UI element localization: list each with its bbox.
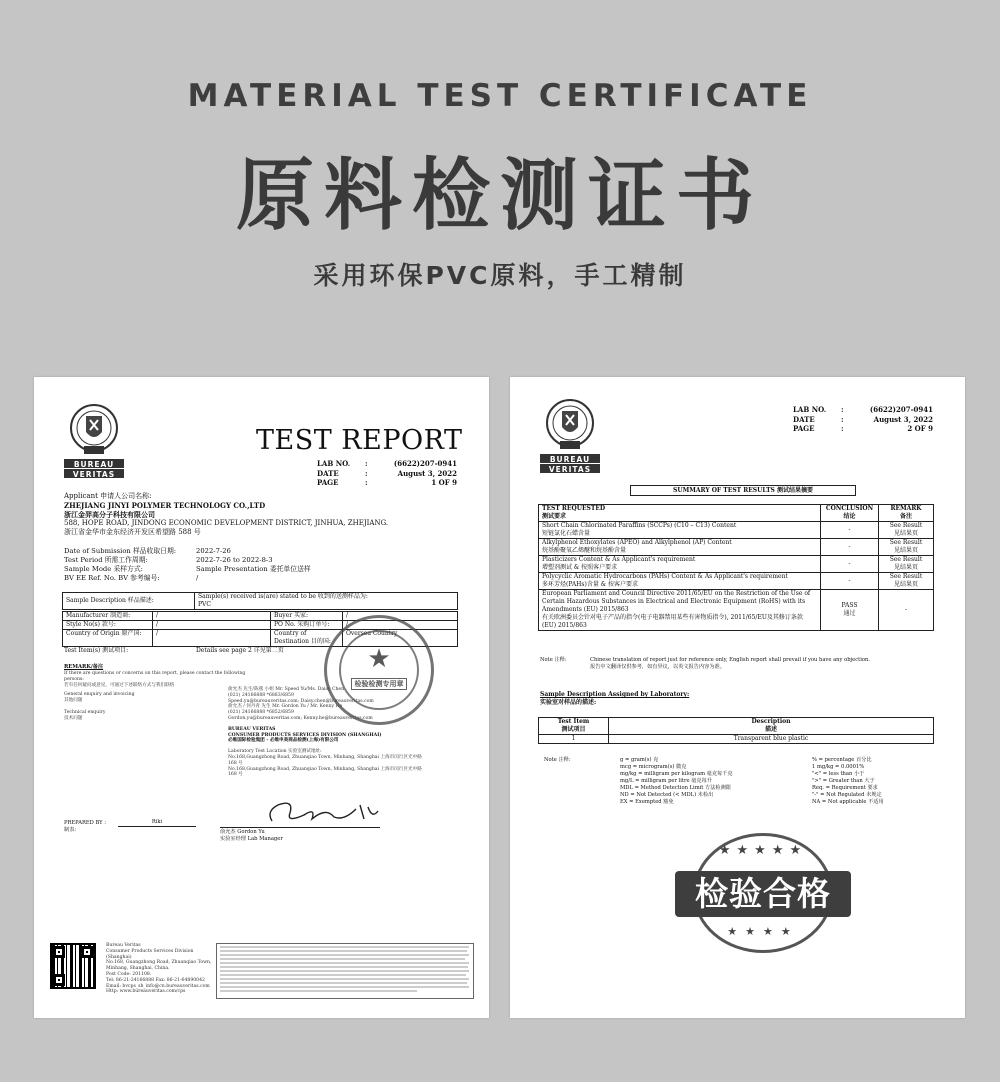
test-name-cn: 烷基酚聚氧乙烯醚和烷基酚含量 xyxy=(542,547,627,554)
destination-value: Oversea Country xyxy=(343,630,458,647)
footer-line: Http: www.bureauveritas.com/cps xyxy=(106,989,186,995)
division-line: CONSUMER PRODUCTS SERVICES DIVISION (SHANGHAI) xyxy=(228,732,382,738)
remark-en: See Result xyxy=(889,573,923,580)
brand-line-1: BUREAU xyxy=(540,454,600,463)
signer-name: 俞允杰 Gordon Yu xyxy=(220,829,265,835)
contact-line: (021) 24166888 *6883/6859 xyxy=(228,692,294,698)
meta-key: LAB NO. xyxy=(793,405,827,414)
footer-line: (Shanghai) xyxy=(106,954,132,960)
test-name-en: Polycyclic Aromatic Hydrocarbons (PAHs) Content & As Applicant's requirement xyxy=(542,573,788,580)
test-name-cn: 多环芳烃(PAHs)含量 & 按客户要求 xyxy=(542,581,638,588)
contact-line: Gordon.yu@bureauveritas.com; Kenny.he@bureauveritas.com xyxy=(228,715,373,721)
brand-line-1: BUREAU xyxy=(64,459,124,468)
test-items-label: Test Item(s) 测试项目: xyxy=(64,647,129,654)
bv-emblem-icon xyxy=(64,402,124,458)
qr-code xyxy=(50,943,96,989)
applicant-name-cn: 浙江金羿高分子科技有限公司 xyxy=(64,510,155,519)
lab-line: No.168,Guangzhong Road, Zhuanqiao Town, Minhang, Shanghai 上海市闵行区光中路 168 号 xyxy=(228,754,422,766)
meta-value: 1 OF 9 xyxy=(431,478,457,487)
footer-line: Minhang, Shanghai, China. xyxy=(106,966,170,972)
info-key: Test Period 所需工作周期: xyxy=(64,556,148,564)
table-row xyxy=(539,539,934,556)
conclusion-cell: - xyxy=(821,539,879,556)
sample-desc: Transparent blue plastic xyxy=(609,735,934,744)
remark-text-cn: 若有任何疑问或意见，可通过下述联络方式与我们联络 xyxy=(64,682,175,688)
fine-print-lines xyxy=(217,944,473,998)
hero-subtitle: 采用环保PVC原料，手工精制 xyxy=(313,261,687,290)
seal-label: 检验检测专用章 xyxy=(351,678,407,690)
signature-line xyxy=(220,827,380,828)
pass-stamp-text: 检验合格 xyxy=(675,871,851,917)
footer-line: Email: bvcps_sh_info@cn.bureauveritas.com xyxy=(106,983,210,989)
bureau-veritas-logo xyxy=(540,397,600,473)
lab-line: Laboratory Test Location 实验室测试地址: xyxy=(228,749,322,755)
applicant-address-cn: 浙江省金华市金东经济开发区希望路 588 号 xyxy=(64,528,201,536)
units-right: % = percentage 百分比 1 mg/kg = 0.0001% "<" = less than 小于 ">" = Greater than 大于 Req. = Requirement 要求 "-" = Not Regulated 未规定 NA = Not applicable 不适用 xyxy=(812,757,884,805)
star-icon: ★ xyxy=(367,644,391,674)
units-left: g = gram(s) 克 mcg = microgram(s) 微克 mg/kg = milligram per kilogram 毫克每千克 mg/L = milligram per litre 毫克每升 MDL = Method Detection Limit 方法检测限 ND = Not Detected (< MDL) 未检出 EX = Exempted 豁免 xyxy=(620,757,733,805)
general-enquiry-cn: 其他问题 xyxy=(64,698,83,704)
report-page-2 xyxy=(510,377,965,1018)
report-meta: LAB NO. : (6622)207-0941 DATE : August 3, 2022 PAGE : 2 OF 9 xyxy=(793,405,933,433)
po-label: PO No. 采购订单号: xyxy=(271,621,343,630)
applicant-name-en: ZHEJIANG JINYI POLYMER TECHNOLOGY CO.,LTD xyxy=(64,501,266,510)
prepared-by-value: Riki xyxy=(118,819,196,827)
table-row xyxy=(539,573,934,590)
test-name-cn: 增塑剂测试 & 按照客户要求 xyxy=(542,564,618,571)
header-remark: REMARK 备注 xyxy=(879,505,934,522)
conclusion-value: PASS xyxy=(841,602,858,609)
header-test-item: Test Item 测试项目 xyxy=(539,718,609,735)
meta-value: August 3, 2022 xyxy=(873,414,933,424)
remark-cn: 见结果页 xyxy=(893,547,918,554)
info-value: 2022-7-26 xyxy=(196,547,231,555)
footer-line: Tel: 86-21-24166888 Fax: 86-21-64890042 xyxy=(106,977,205,983)
meta-key: PAGE xyxy=(793,424,815,433)
report-meta: LAB NO. : (6622)207-0941 DATE : August 3, 2022 PAGE : 1 OF 9 xyxy=(317,459,457,487)
conclusion-cell: - xyxy=(821,573,879,590)
style-value: / xyxy=(153,621,271,630)
conclusion-cell: - xyxy=(821,556,879,573)
note2-label: Note 注释: xyxy=(544,757,571,763)
note-label: Note 注释: xyxy=(540,657,567,663)
footer-line: No.168, Guangzhong Road, Zhuanqiao Town, xyxy=(106,960,212,966)
sample-desc-label: Sample Description 样品描述: xyxy=(63,593,195,610)
destination-label: Country of Destination 目的国: xyxy=(271,630,343,647)
applicant-address-en: 588, HOPE ROAD, JINDONG ECONOMIC DEVELOPMENT DISTRICT, JINHUA, ZHEJIANG. xyxy=(64,519,389,527)
prepared-by-label: PREPARED BY : xyxy=(64,820,106,826)
test-name-en: European Parliament and Council Directive 2011/65/EU on the Restriction of the Use of Certain Hazardous Substances in Electrical and Electronic Equipment (RoHS) with its Amendments (EU) 2015/863 xyxy=(542,590,811,613)
buyer-value: / xyxy=(343,612,458,621)
table-row xyxy=(539,556,934,573)
test-items-value: Details see page 2 详见第二页 xyxy=(196,647,284,654)
info-key: Sample Mode 采样方式: xyxy=(64,565,143,573)
table-row xyxy=(539,735,934,744)
report-page-1 xyxy=(34,377,489,1018)
sample-desc-pvc: PVC xyxy=(198,601,211,608)
brand-line-2: VERITAS xyxy=(64,469,124,478)
note-text: Chinese translation of report just for reference only, English report shall prevail if you have any objection. 报告中文翻译仅供参考，如有异议，以英文报告内容为准。 xyxy=(590,657,870,670)
remark-block xyxy=(64,664,254,722)
sample-description-table xyxy=(62,592,458,610)
sample-section-title: Sample Description Assigned by Laboratory: xyxy=(540,691,690,698)
applicant-label: Applicant 申请人公司名称: xyxy=(64,492,152,500)
general-enquiry-label: General enquiry and invoicing xyxy=(64,692,135,698)
signature-image xyxy=(264,797,394,827)
meta-key: LAB NO. xyxy=(317,459,351,468)
disclaimer-box xyxy=(216,943,474,999)
test-name-en: Alkylphenol Ethoxylates (APEO) and Alkylphenol (AP) Content xyxy=(542,539,732,546)
origin-value: / xyxy=(153,630,271,647)
table-row xyxy=(539,590,934,631)
manufacturer-label: Manufacturer 制造商: xyxy=(63,612,153,621)
sample-desc-value: Sample(s) received is(are) stated to be 收到的送测样品为: xyxy=(198,593,368,600)
remark-en: See Result xyxy=(889,522,923,529)
footer-line: Post Code: 201108. xyxy=(106,971,152,977)
sample-section-cn: 实验室对样品的描述: xyxy=(540,699,597,706)
buyer-label: Buyer 买家: xyxy=(271,612,343,621)
info-key: BV EE Ref. No. BV 参考编号: xyxy=(64,574,160,582)
sample-table xyxy=(538,717,934,744)
sample-item: 1 xyxy=(539,735,609,744)
footer-line: Consumer Products Services Division xyxy=(106,948,194,954)
brand-line-2: VERITAS xyxy=(540,464,600,473)
division-line: 必维国际检验集团 - 必维申美商品检测(上海)有限公司 xyxy=(228,738,339,744)
bv-emblem-icon xyxy=(540,397,600,453)
contact-line: 俞允杰 / 何丹青 先生 Mr. Gordon Yu / Mr. Kenny He xyxy=(228,704,343,710)
official-seal xyxy=(324,615,434,725)
meta-value: August 3, 2022 xyxy=(397,468,457,478)
conclusion-cell: - xyxy=(821,522,879,539)
contact-line: (021) 24166888 *6852/6859 xyxy=(228,710,294,716)
origin-label: Country of Origin 原产国: xyxy=(63,630,153,647)
meta-key: DATE xyxy=(793,414,815,424)
summary-header-row xyxy=(539,505,934,522)
remark-title: REMARK/备注 xyxy=(64,664,104,670)
summary-table xyxy=(538,504,934,631)
meta-key: PAGE xyxy=(317,478,339,487)
test-name-cn: 短链氯化石蜡含量 xyxy=(542,530,591,537)
remark-text: If there are questions or concerns on this report, please contact the following persons: xyxy=(64,671,246,682)
table-row xyxy=(539,522,934,539)
stars-icon: ★★★★ xyxy=(727,925,799,938)
info-value: 2022-7-26 to 2022-8-3 xyxy=(196,556,273,564)
report-title: TEST REPORT xyxy=(256,425,463,456)
remark-cn: 见结果页 xyxy=(893,581,918,588)
sample-desc-cell xyxy=(195,593,458,610)
footer-address xyxy=(106,943,216,995)
info-key: Date of Submission 样品收取日期: xyxy=(64,547,177,555)
technical-enquiry-label: Technical enquiry xyxy=(64,709,106,715)
signer-title: 实验室经理 Lab Manager xyxy=(220,836,283,842)
summary-title: SUMMARY OF TEST RESULTS 测试结果摘要 xyxy=(630,485,856,496)
conclusion-cn: 通过 xyxy=(843,610,856,617)
meta-key: DATE xyxy=(317,468,339,478)
remark-en: - xyxy=(879,590,934,631)
info-value: / xyxy=(196,574,199,582)
meta-value: (6622)207-0941 xyxy=(869,405,933,414)
style-label: Style No(s) 款号: xyxy=(63,621,153,630)
manufacturer-value: / xyxy=(153,612,271,621)
test-name-en: Short Chain Chlorinated Paraffins (SCCPs) (C10 – C13) Content xyxy=(542,522,737,529)
technical-enquiry-cn: 技术问题 xyxy=(64,715,83,721)
remark-cn: 见结果页 xyxy=(893,530,918,537)
po-value: / xyxy=(343,621,458,630)
hero-title-cn: 原料检测证书 xyxy=(235,151,764,241)
header-test: TEST REQUESTED 测试要求 xyxy=(539,505,821,522)
applicant-block xyxy=(64,492,464,537)
remark-en: See Result xyxy=(889,556,923,563)
test-name-en: Plasticizers Content & As Applicant's requirement xyxy=(542,556,696,563)
remark-cn: 见结果页 xyxy=(893,564,918,571)
bureau-veritas-logo xyxy=(64,402,124,478)
test-name-cn: 有关欧洲委员会针对电子产品的指令(电子电器禁用某些有害物质指令), 2011/65/EU及其修订条款 (EU) 2015/863 xyxy=(542,614,803,629)
meta-value: 2 OF 9 xyxy=(907,424,933,433)
stars-icon: ★★★★★ xyxy=(718,843,808,858)
prepared-by-cn: 制表: xyxy=(64,827,77,833)
remark-en: See Result xyxy=(889,539,923,546)
header-description: Description 描述 xyxy=(609,718,934,735)
sample-header-row xyxy=(539,718,934,735)
hero-title-en: MATERIAL TEST CERTIFICATE xyxy=(187,78,813,114)
submission-info xyxy=(64,547,464,583)
meta-value: (6622)207-0941 xyxy=(393,459,457,468)
division-line: BUREAU VERITAS xyxy=(228,726,276,732)
lab-line: No.168,Guangzhong Road, Zhuanqiao Town, Minhang, Shanghai 上海市闵行区光中路 168 号 xyxy=(228,766,422,778)
contact-line: Speed.yu@bureauveritas.com; Daisy.chen@bureauveritas.com xyxy=(228,698,374,704)
footer-line: Bureau Veritas xyxy=(106,943,141,948)
header-conclusion: CONCLUSION 结论 xyxy=(821,505,879,522)
pass-stamp xyxy=(675,833,851,953)
info-value: Sample Presentation 委托单位送样 xyxy=(196,565,311,573)
contact-line: 俞允杰 先生/陈燕 小姐 Mr. Speed Yu/Ms. Daisy Chen xyxy=(228,687,345,692)
